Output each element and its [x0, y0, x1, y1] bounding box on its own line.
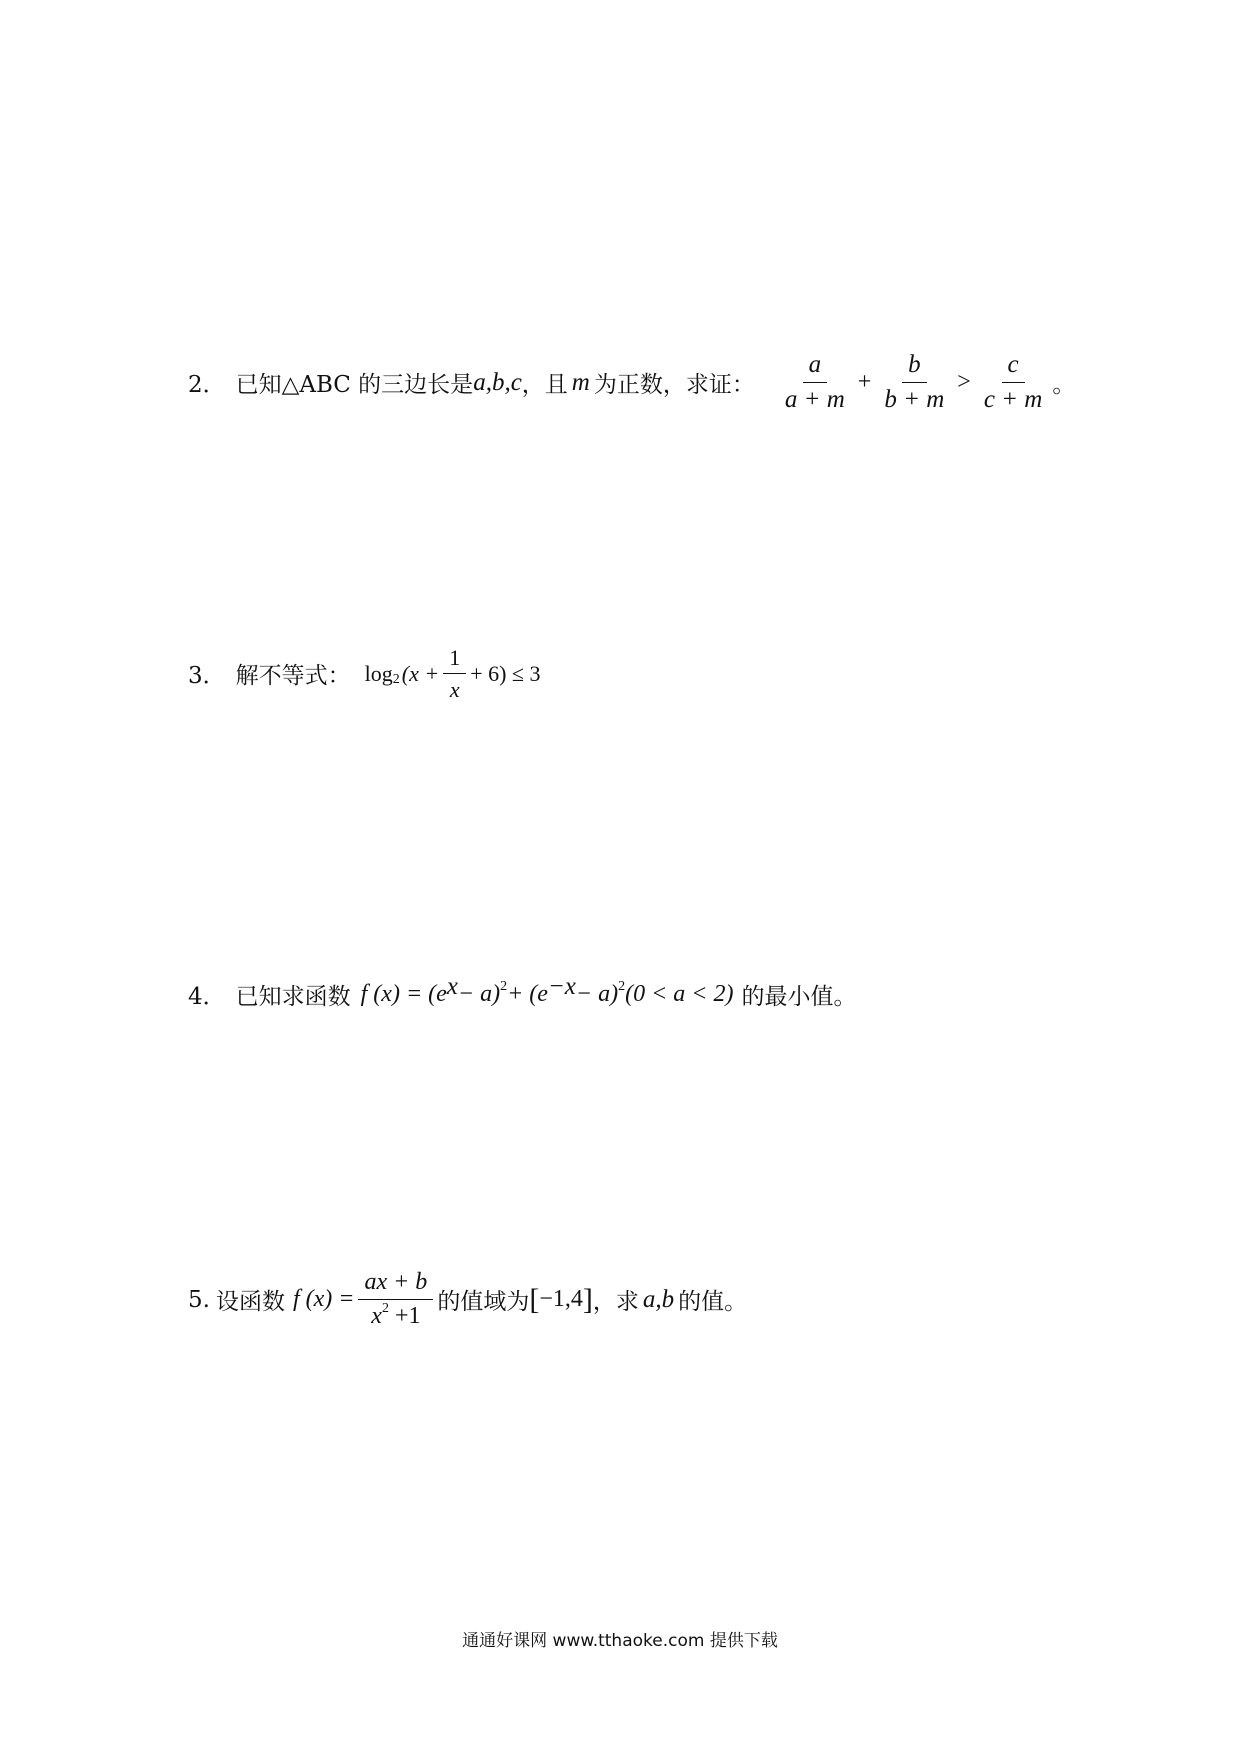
problem-4-number: 4． [188, 984, 226, 1010]
fraction-numerator: c [1002, 352, 1025, 383]
expression-part: + (e [507, 981, 548, 1007]
problem-5-number: 5. [188, 1286, 210, 1313]
fraction-denominator: x [449, 677, 460, 703]
problem-2-text-part1: 已知△ABC 的三边长是 [235, 372, 474, 399]
expression-close: + 6) ≤ 3 [470, 660, 541, 686]
fraction-denominator: c + m [983, 386, 1043, 414]
range-values: −1,4 [539, 1286, 583, 1313]
fraction-denominator: a + m [784, 386, 845, 414]
fraction-ax-plus-b-over-x2-plus-1 [358, 1270, 433, 1329]
problem-3-number: 3． [188, 663, 226, 690]
problem-5-text-part3: ，求 [592, 1289, 639, 1316]
problem-5-text-part2: 的值域为 [437, 1289, 530, 1316]
function-name: f (x) = [292, 1286, 355, 1313]
log-base: 2 [392, 671, 400, 687]
problem-2-var-m: m [571, 368, 590, 396]
denominator-base: x [371, 1303, 382, 1330]
square-exponent: 2 [500, 978, 508, 994]
expression-part: − a) [457, 981, 501, 1007]
fraction-numerator: b [902, 352, 927, 383]
expression-part: − a) [575, 981, 619, 1007]
fraction-denominator: b + m [884, 386, 945, 414]
problem-3 [188, 646, 541, 701]
function-expression: f (x) = (e [360, 981, 447, 1007]
problem-2 [188, 352, 1075, 414]
footer-download-notice: 通通好课网 www.tthaoke.com 提供下载 [462, 1631, 778, 1651]
plus-sign: + [857, 369, 872, 396]
fraction-numerator: 1 [443, 646, 466, 674]
exponent-minus-x: −x [547, 972, 576, 1000]
problem-4 [188, 972, 857, 1011]
right-bracket: ] [582, 1282, 593, 1316]
problem-5-vars: a,b [642, 1285, 675, 1313]
problem-3-text: 解不等式： [235, 663, 351, 690]
problem-2-text-part3: 为正数，求证： [593, 372, 755, 399]
exponent-x: x [446, 972, 458, 1000]
fraction-b-over-b-plus-m [878, 352, 950, 414]
fraction-c-over-c-plus-m [978, 352, 1049, 414]
problem-5-text-part4: 的值。 [678, 1289, 748, 1316]
problem-2-number: 2． [188, 372, 226, 399]
greater-than-sign: > [957, 369, 971, 396]
condition: (0 < a < 2) [625, 981, 734, 1007]
problem-2-end: 。 [1052, 372, 1076, 399]
problem-5 [188, 1270, 747, 1329]
fraction-denominator [365, 1300, 426, 1329]
problem-4-text-part2: 的最小值。 [741, 984, 857, 1010]
problem-2-text-part2: ，且 [521, 372, 568, 399]
fraction-numerator: ax + b [358, 1270, 433, 1300]
problem-5-text-part1: 设函数 [215, 1289, 285, 1316]
denominator-exponent: 2 [381, 1301, 389, 1317]
fraction-a-over-a-plus-m [779, 352, 851, 414]
left-bracket: [ [529, 1282, 540, 1316]
problem-4-text-part1: 已知求函数 [235, 984, 351, 1010]
problem-2-vars: a,b,c [473, 368, 522, 396]
denominator-rest: +1 [388, 1303, 421, 1330]
expression-open: (x + [401, 660, 440, 686]
fraction-numerator: a [803, 352, 828, 383]
fraction-one-over-x [443, 646, 466, 701]
square-exponent: 2 [618, 978, 626, 994]
log-function: log [364, 660, 393, 686]
